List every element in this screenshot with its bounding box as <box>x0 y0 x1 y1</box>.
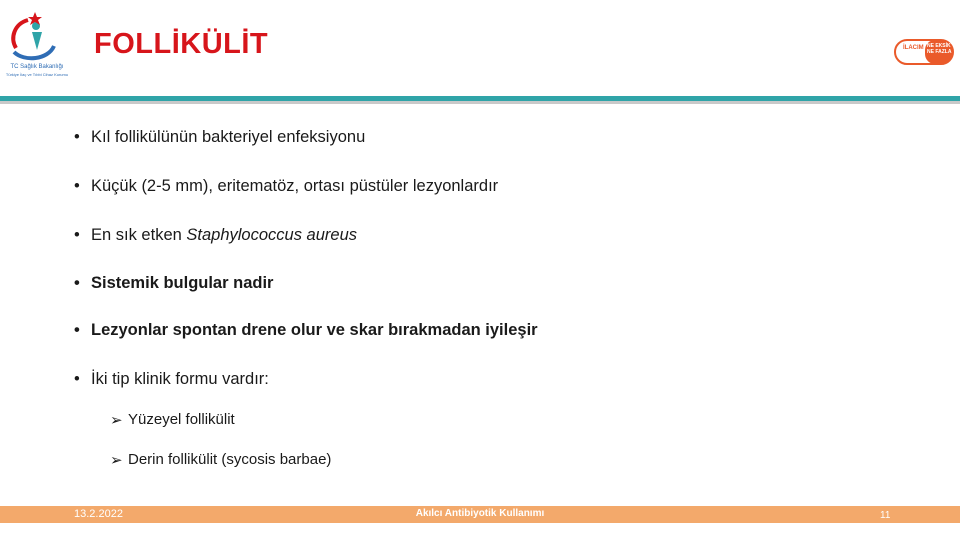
bullet-text-italic: Staphylococcus aureus <box>186 226 357 244</box>
page-number: 11 <box>880 510 891 521</box>
arrow-bullet-icon: ➢ <box>110 452 123 469</box>
slide-title: FOLLİKÜLİT <box>94 28 269 60</box>
campaign-logo-text: İLACIM <box>903 45 924 51</box>
bullet-icon: • <box>74 128 80 146</box>
bullet-icon: • <box>74 177 80 195</box>
bullet-text-prefix: En sık etken <box>91 226 187 244</box>
bullet-text: Sistemik bulgular nadir <box>91 274 274 292</box>
footer-title: Akılcı Antibiyotik Kullanımı <box>415 508 545 519</box>
bullet-text <box>91 226 357 245</box>
footer-date: 13.2.2022 <box>74 508 123 520</box>
bullet-icon: • <box>74 274 80 292</box>
ministry-logo-caption: TC Sağlık Bakanlığı <box>10 64 64 70</box>
ministry-logo-subcaption: Türkiye İlaç ve Tıbbi Cihaz Kurumu <box>5 72 69 77</box>
bullet-text: Küçük (2-5 mm), eritematöz, ortası püstüler lezyonlardır <box>91 177 499 195</box>
footer-bar <box>0 506 960 523</box>
arrow-bullet-icon: ➢ <box>110 412 123 429</box>
bullet-icon: • <box>74 370 80 388</box>
bullet-text: Kıl follikülünün bakteriyel enfeksiyonu <box>91 128 366 146</box>
bullet-icon: • <box>74 321 80 339</box>
subbullet-text: Derin follikülit (sycosis barbae) <box>128 451 332 468</box>
bullet-icon: • <box>74 226 80 244</box>
bullet-text: Lezyonlar spontan drene olur ve skar bırakmadan iyileşir <box>91 321 538 339</box>
bullet-text: İki tip klinik formu vardır: <box>91 370 269 388</box>
subbullet-text: Yüzeyel follikülit <box>128 411 235 428</box>
campaign-logo-side-text: NE EKSİK NE FAZLA <box>927 43 952 55</box>
